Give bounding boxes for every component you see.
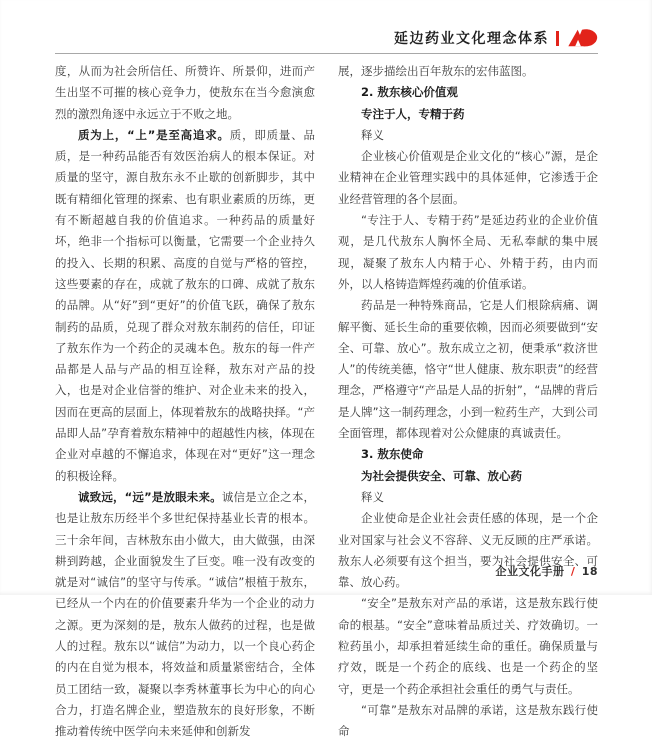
paragraph: 企业核心价值观是企业文化的“核心”源，是企业精神在企业管理实践中的具体延伸，它渗透于企业经营管理的各个层面。: [338, 149, 598, 206]
paragraph: 诚致远，“远”是放眼未来。诚信是立企之本，也是让敖东历经半个多世纪保持基业长青的根本。三十余年间，吉林敖东由小做大，由大做强，由深耕到跨越，企业面貌发生了巨变。唯一没有改变的就是对“诚信”的坚守与传承。“诚信”根植于敖东，已经从一个内在的价值要素升华为一个企业的动力之源。更为深刻的是，敖东人做药的过程，也是做人的过程。敖东以“诚信”为动力，以一个良心药企的内在自觉为根本，将效益和质量紧密结合，全体员工团结一致，凝聚以李秀林董事长为中心的向心合力，打造名牌企业，塑造敖东的良好形象，不断推动着传统中医学向未来延伸和创新发: [55, 489, 315, 739]
paragraph: 展，逐步描绘出百年敖东的宏伟蓝图。: [338, 64, 534, 78]
paragraph: “安全”是敖东对产品的承诺，这是敖东践行使命的根基。“安全”意味着品质过关、疗效确切。一粒药虽小，却承担着延续生命的重任。确保质量与疗效，既是一个药企的底线、也是一个药企的坚守，更是一个药企承担社会重任的勇气与责任。: [338, 596, 598, 696]
paragraph: 企业使命是企业社会责任感的体现，是一个企业对国家与社会义不容辞、义无反顾的庄严承诺。敖东人必须要有这个担当，要为社会提供安全、可靠、放心药。: [338, 511, 598, 590]
paragraph: “可靠”是敖东对品牌的承诺，这是敖东践行使命: [338, 702, 598, 739]
paragraph: 释义: [361, 127, 384, 142]
footer-separator: /: [570, 565, 576, 578]
footer-book-title: 企业文化手册: [495, 565, 565, 578]
paragraph: 度，从而为社会所信任、所赞许、所景仰，进而产生出坚不可摧的核心竞争力，使敖东在当今愈演愈烈的激烈角逐中永远立于不败之地。: [55, 64, 315, 121]
left-column: [55, 61, 315, 743]
section-heading: 3. 敖东使命: [361, 447, 424, 462]
header-divider: [556, 31, 559, 46]
paragraph: “专注于人、专精于药”是延边药业的企业价值观，是几代敖东人胸怀全局、无私奉献的集中展现，凝聚了敖东人内精于心、外精于药，由内而外，以人格铸造辉煌药魂的价值承诺。: [338, 213, 598, 291]
section-heading: 专注于人，专精于药: [361, 106, 465, 121]
text-columns: [55, 61, 598, 743]
paragraph-lead: 诚致远，“远”是放眼未来。: [78, 489, 222, 504]
paragraph-lead: 质为上，“上”是至高追求。: [78, 127, 230, 142]
paragraph: 药品是一种特殊商品，它是人们根除病痛、调解平衡、延长生命的重要依赖，因而必须要做到“安全、可靠、放心”。敖东成立之初，便秉承“救济世人”的传统美德，恪守“世人健康、敖东职责”的经营理念，严格遵守“产品是人品的折射”，“品牌的背后是人牌”这一制药理念，小到一粒药生产，大到公司全面管理，都体现着对公众健康的真诚责任。: [338, 298, 598, 441]
right-column: [338, 61, 598, 743]
section-heading: 2. 敖东核心价值观: [361, 85, 458, 100]
paragraph: 释义: [361, 489, 384, 504]
section-heading: 为社会提供安全、可靠、放心药: [361, 468, 522, 483]
page-header: [55, 26, 598, 50]
header-rule: [55, 53, 598, 54]
page-footer: [495, 563, 598, 579]
footer-page-number: 18: [581, 565, 598, 578]
header-title: 延边药业文化理念体系: [394, 31, 549, 47]
company-logo-icon: [566, 29, 598, 47]
paragraph: 质为上，“上”是至高追求。质，即质量、品质，是一种药品能否有效医治病人的根本保证。对质量的坚守，源自敖东永不止歇的创新脚步，其中既有精细化管理的探索、也有职业素质的历练，更有不断超越自我的价值追求。一种药品的质量好坏，绝非一个指标可以衡量，它需要一个企业持久的投入、长期的积累、高度的自觉与严格的管控，这些要素的存在，成就了敖东的口碑、成就了敖东的品牌。从“好”到“更好”的价值飞跃，确保了敖东制药的品质，兑现了群众对敖东制药的信任，印证了敖东作为一个药企的灵魂本色。敖东的每一件产品都是人品与产品的相互诠释，敖东对产品的投入，也是对企业信誉的维护、对企业未来的投入，因而在更高的层面上，体现着敖东的战略抉择。“产品即人品”孕育着敖东精神中的超越性内核，体现在企业对卓越的不懈追求，体现在对“更好”这一理念的积极诠释。: [55, 127, 315, 483]
